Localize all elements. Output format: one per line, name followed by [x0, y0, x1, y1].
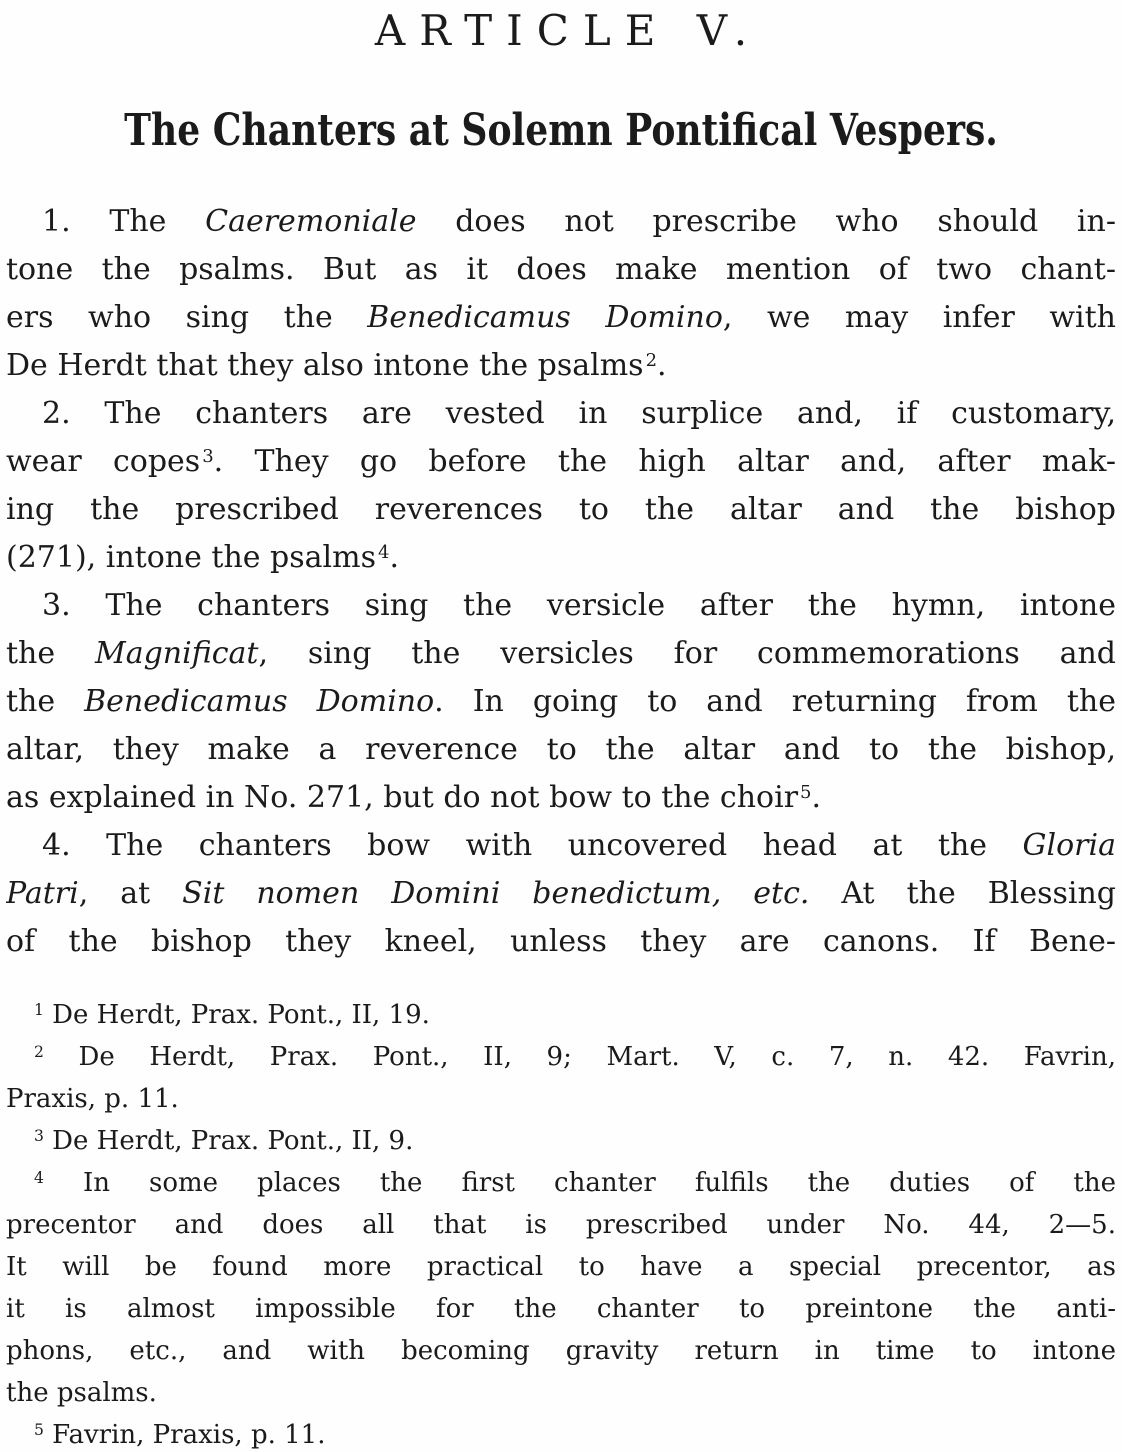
italic-text: Caeremoniale	[205, 204, 417, 239]
text-line	[6, 246, 1116, 294]
footnote-marker: 3	[34, 1127, 44, 1146]
text-run: De Herdt that they also intone the psalms	[6, 348, 644, 383]
text-line	[6, 1246, 1116, 1288]
footnote-1	[6, 994, 1116, 1036]
text-run: the psalms.	[6, 1378, 157, 1408]
footnote-marker: 4	[34, 1169, 44, 1188]
text-line	[6, 1288, 1116, 1330]
text-run: . They go before the high altar and, after mak-	[213, 444, 1116, 479]
text-line	[6, 294, 1116, 342]
text-run: .	[811, 780, 822, 815]
italic-text: Patri	[6, 876, 79, 911]
text-run: precentor and does all that is prescribed under No. 44, 2—5.	[6, 1210, 1116, 1240]
page-title: The Chanters at Solemn Pontifical Vespers.	[124, 105, 998, 156]
text-line	[6, 486, 1116, 534]
text-run: wear copes	[6, 444, 201, 479]
text-run: it is almost impossible for the chanter to preintone the anti-	[6, 1294, 1116, 1324]
text-run: of the bishop they kneel, unless they are canons. If Bene-	[6, 924, 1116, 959]
text-line	[6, 1372, 1116, 1414]
text-run: (271), intone the psalms	[6, 540, 376, 575]
footnote-marker: 2	[645, 350, 658, 371]
text-line	[6, 1162, 1116, 1204]
text-line	[6, 1414, 1116, 1452]
text-line	[6, 678, 1116, 726]
text-line	[6, 534, 1116, 582]
text-run: ing the prescribed reverences to the altar and the bishop	[6, 492, 1116, 527]
text-run: At the Blessing	[809, 876, 1116, 911]
footnote-marker: 3	[202, 446, 214, 467]
text-line	[6, 822, 1116, 870]
text-line	[6, 1120, 1116, 1162]
footnote-3	[6, 1120, 1116, 1162]
text-run: as explained in No. 271, but do not bow to the choir	[6, 780, 799, 815]
text-run: altar, they make a reverence to the altar and to the bishop,	[6, 732, 1116, 767]
italic-text: Sit nomen Domini benedictum, etc.	[182, 876, 810, 911]
text-run: .	[389, 540, 399, 575]
footnote-marker: 4	[377, 542, 390, 563]
text-run: ers who sing the	[6, 300, 368, 335]
text-run: . In going to and returning from the	[434, 684, 1116, 719]
paragraph-2	[6, 390, 1116, 582]
text-line	[6, 870, 1116, 918]
footnotes	[6, 994, 1116, 1452]
footnote-2	[6, 1036, 1116, 1120]
text-run: 2. The chanters are vested in surplice and, if customary,	[42, 396, 1116, 431]
text-run: 1. The	[42, 204, 206, 239]
text-line	[6, 342, 1116, 390]
text-line	[6, 1036, 1116, 1078]
text-run: It will be found more practical to have a special precentor, as	[6, 1252, 1116, 1282]
body-text	[6, 198, 1116, 966]
italic-text: Benedicamus Domino	[367, 300, 723, 335]
text-run: , we may infer with	[722, 300, 1116, 335]
footnote-4	[6, 1162, 1116, 1414]
text-line	[6, 918, 1116, 966]
text-run: does not prescribe who should in-	[416, 204, 1116, 239]
text-run: , sing the versicles for commemorations and	[258, 636, 1116, 671]
footnote-marker: 5	[800, 782, 812, 803]
text-line	[6, 1078, 1116, 1120]
text-run: .	[657, 348, 667, 383]
text-line	[6, 438, 1116, 486]
text-run: the	[6, 684, 85, 719]
footnote-marker: 2	[34, 1043, 44, 1062]
footnote-marker: 1	[34, 1001, 44, 1020]
italic-text: Magnificat	[95, 636, 259, 671]
text-run: 3. The chanters sing the versicle after the hymn, intone	[42, 588, 1116, 623]
text-run: phons, etc., and with becoming gravity return in time to intone	[6, 1336, 1116, 1366]
text-run: the	[6, 636, 95, 671]
footnote-marker: 5	[34, 1421, 44, 1440]
text-line	[6, 630, 1116, 678]
paragraph-4	[6, 822, 1116, 966]
paragraph-3	[6, 582, 1116, 822]
text-run: Favrin, Praxis, p. 11.	[43, 1420, 326, 1450]
text-run: De Herdt, Prax. Pont., II, 19.	[43, 1000, 430, 1030]
text-run: De Herdt, Prax. Pont., II, 9.	[43, 1126, 414, 1156]
text-line	[6, 198, 1116, 246]
text-line	[6, 582, 1116, 630]
text-line	[6, 1330, 1116, 1372]
text-run: Praxis, p. 11.	[6, 1084, 179, 1114]
text-line	[6, 994, 1116, 1036]
italic-text: Gloria	[1022, 828, 1116, 863]
text-run: 4. The chanters bow with uncovered head at the	[42, 828, 1023, 863]
text-run: tone the psalms. But as it does make mention of two chant-	[6, 252, 1116, 287]
italic-text: Benedicamus Domino	[84, 684, 435, 719]
text-line	[6, 390, 1116, 438]
paragraph-1	[6, 198, 1116, 390]
text-run: De Herdt, Prax. Pont., II, 9; Mart. V, c. 7, n. 42. Favrin,	[43, 1042, 1116, 1072]
text-line	[6, 774, 1116, 822]
text-line	[6, 1204, 1116, 1246]
text-line	[6, 726, 1116, 774]
text-run: In some places the first chanter fulfils the duties of the	[43, 1168, 1116, 1198]
footnote-5	[6, 1414, 1116, 1452]
article-heading: ARTICLE V.	[374, 6, 762, 55]
text-run: , at	[78, 876, 183, 911]
